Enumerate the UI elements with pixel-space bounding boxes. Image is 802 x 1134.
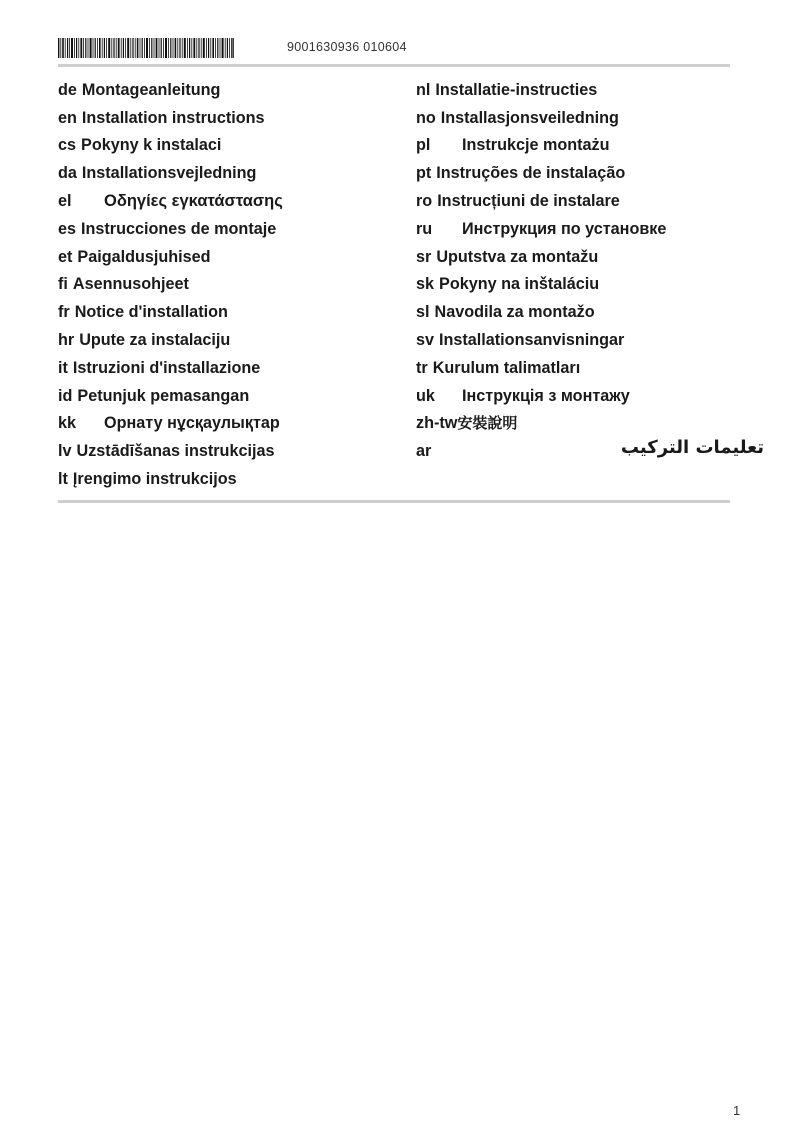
language-title: 安裝說明 — [457, 414, 518, 433]
language-entry-sv — [416, 326, 748, 354]
language-title: Инструкция по установке — [462, 219, 667, 238]
language-entry-sr — [416, 243, 748, 271]
language-title: Paigaldusjuhised — [77, 247, 211, 266]
language-code: et — [58, 247, 73, 266]
language-entry-cs — [58, 132, 398, 160]
language-title: Pokyny k instalaci — [81, 136, 222, 155]
language-entry-sk — [416, 271, 748, 299]
language-title: Installation instructions — [81, 108, 265, 127]
language-code: uk — [416, 386, 435, 405]
language-entry-fi — [58, 271, 398, 299]
language-entry-de — [58, 76, 398, 104]
language-code: fr — [58, 303, 70, 322]
language-code: cs — [58, 136, 77, 155]
language-code: no — [416, 108, 436, 127]
language-title: Οδηγίες εγκατάστασης — [104, 192, 283, 211]
page-number: 1 — [733, 1103, 741, 1118]
language-code: ru — [416, 219, 433, 238]
language-title: Notice d'installation — [74, 303, 228, 322]
language-entry-da — [58, 159, 398, 187]
language-entry-nl — [416, 76, 748, 104]
language-title: Asennusohjeet — [72, 275, 189, 294]
language-code: de — [58, 80, 77, 99]
language-title: Montageanleitung — [81, 80, 221, 99]
language-entry-sl — [416, 298, 748, 326]
language-title: Орнату нұсқаулықтар — [104, 414, 280, 433]
language-entry-ru — [416, 215, 748, 243]
language-code: da — [58, 164, 77, 183]
language-entry-lt — [58, 465, 398, 493]
language-title: Istruzioni d'installazione — [72, 358, 261, 377]
language-entry-lv — [58, 437, 398, 465]
language-entry-el — [58, 187, 398, 215]
language-title: Installatie-instructies — [435, 80, 598, 99]
language-code: nl — [416, 80, 431, 99]
language-title: Installationsvejledning — [81, 164, 257, 183]
language-code: kk — [58, 414, 77, 433]
language-entry-fr — [58, 298, 398, 326]
language-title: Installationsanvisningar — [439, 331, 625, 350]
language-title: Uputstva za montažu — [436, 247, 599, 266]
language-code: zh-tw — [416, 414, 458, 433]
language-code: tr — [416, 358, 428, 377]
language-code: sl — [416, 303, 430, 322]
language-title: Kurulum talimatları — [432, 358, 581, 377]
language-entry-tr — [416, 354, 748, 382]
language-entry-ar — [416, 437, 764, 465]
language-entry-no — [416, 104, 748, 132]
language-code: pl — [416, 136, 431, 155]
language-code: pt — [416, 164, 432, 183]
language-title: Uzstādīšanas instrukcijas — [76, 442, 275, 461]
language-title: Navodila za montažo — [434, 303, 595, 322]
language-code: lt — [58, 470, 68, 489]
language-code: id — [58, 386, 73, 405]
language-entry-it — [58, 354, 398, 382]
language-entry-es — [58, 215, 398, 243]
language-code: fi — [58, 275, 68, 294]
language-title: Installasjonsveiledning — [440, 108, 619, 127]
language-title: Instrucțiuni de instalare — [437, 192, 620, 211]
top-divider — [58, 64, 730, 67]
bottom-divider — [58, 500, 730, 503]
language-entry-kk — [58, 410, 398, 438]
language-title: Upute za instalaciju — [79, 331, 231, 350]
language-entry-uk — [416, 382, 748, 410]
language-entry-en — [58, 104, 398, 132]
language-entry-id — [58, 382, 398, 410]
language-title: Pokyny na inštaláciu — [439, 275, 600, 294]
language-title: Įrengimo instrukcijos — [72, 470, 237, 489]
language-code: lv — [58, 442, 72, 461]
language-title: Instrucciones de montaje — [81, 219, 277, 238]
language-title: Instruções de instalação — [436, 164, 626, 183]
language-code: es — [58, 219, 77, 238]
language-entry-ro — [416, 187, 748, 215]
language-title: تعليمات التركيب — [620, 437, 764, 459]
language-title: Instrukcje montażu — [462, 136, 610, 155]
language-code: ro — [416, 192, 433, 211]
language-title: Інструкція з монтажу — [462, 386, 630, 405]
language-list-left — [58, 76, 398, 493]
language-entry-pt — [416, 159, 748, 187]
language-title: Petunjuk pemasangan — [77, 386, 250, 405]
language-entry-et — [58, 243, 398, 271]
language-code: sk — [416, 275, 435, 294]
language-entry-hr — [58, 326, 398, 354]
language-code: el — [58, 192, 72, 211]
language-list-right — [416, 76, 764, 465]
language-code: sv — [416, 331, 435, 350]
language-entry-pl — [416, 132, 748, 160]
barcode-image — [58, 38, 234, 58]
document-number: 9001630936 010604 — [287, 40, 407, 54]
language-code: it — [58, 358, 68, 377]
language-entry-zh-tw — [416, 410, 748, 438]
language-code: en — [58, 108, 77, 127]
language-code: ar — [416, 442, 432, 461]
language-code: sr — [416, 247, 432, 266]
language-code: hr — [58, 331, 75, 350]
